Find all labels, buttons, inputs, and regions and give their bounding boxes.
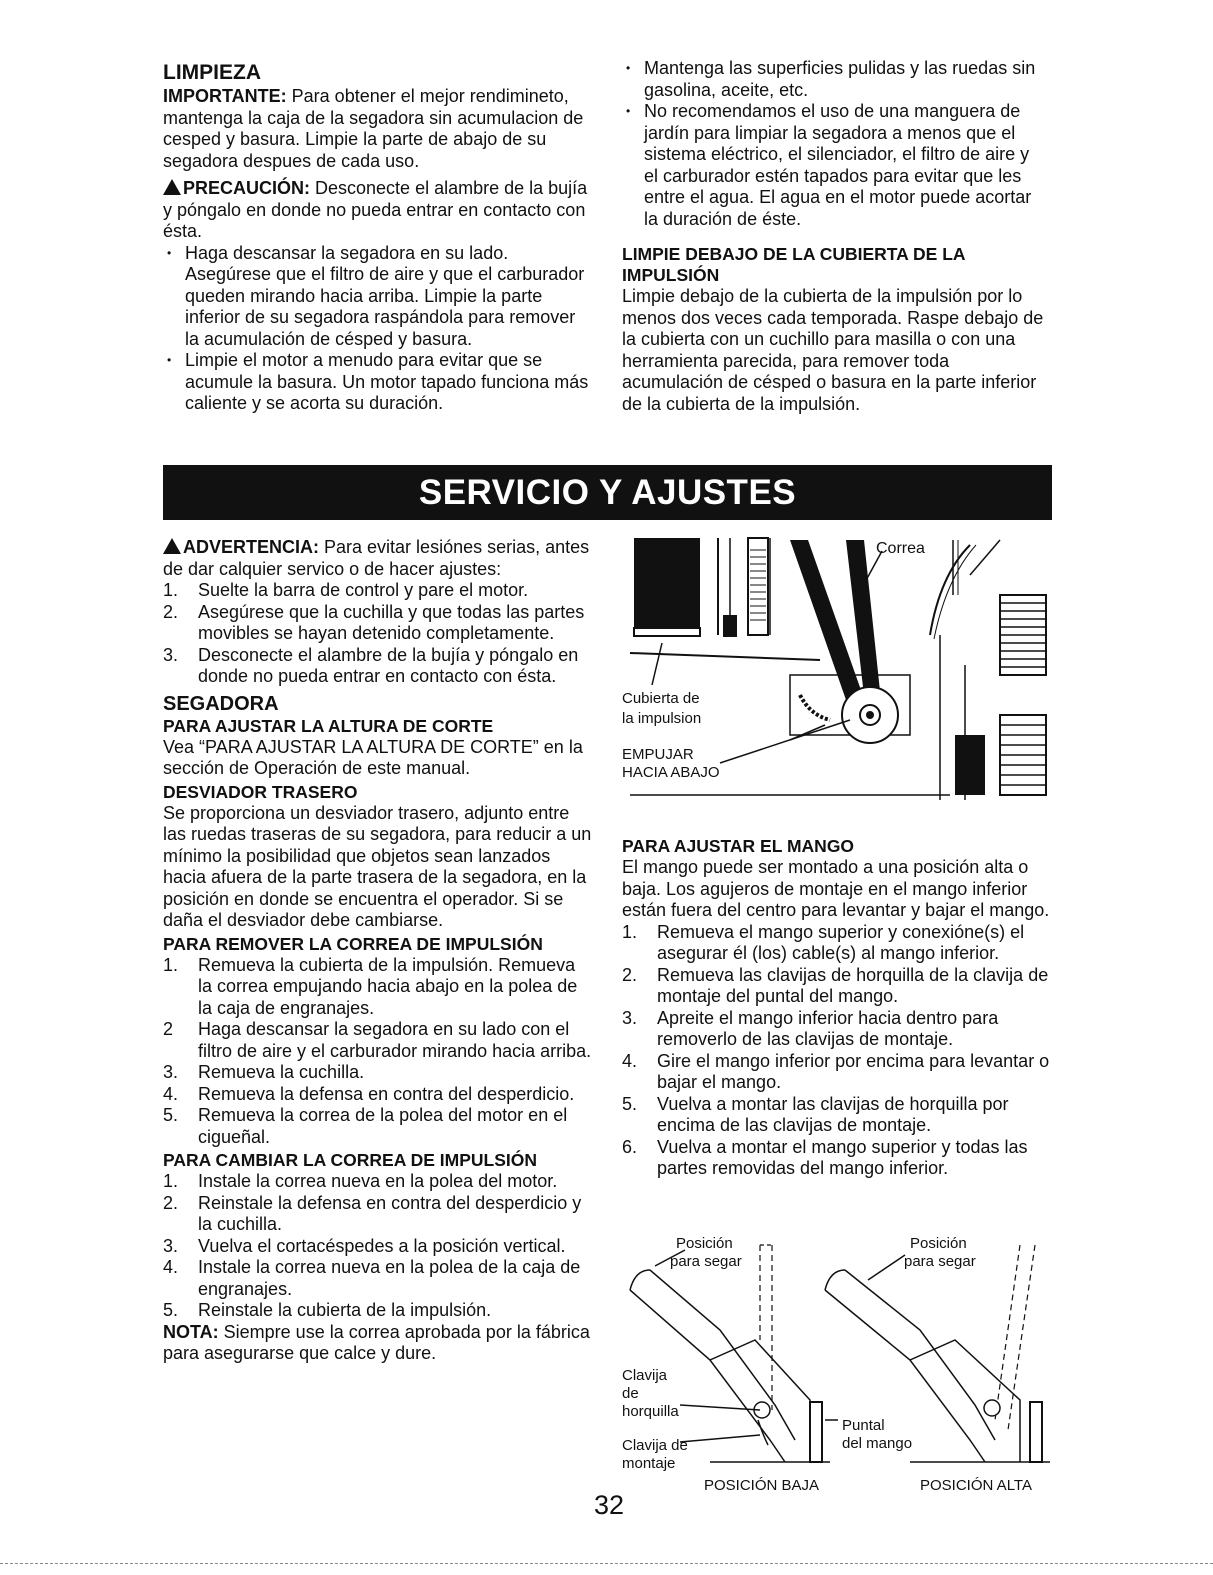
step-text: Vuelva el cortacéspedes a la posición vertical. — [198, 1235, 566, 1256]
cubierta-label-1: Cubierta de — [622, 690, 700, 707]
warning-icon — [163, 538, 181, 554]
list-item — [622, 1094, 1050, 1137]
list-item — [163, 1193, 593, 1236]
section-banner: SERVICIO Y AJUSTES — [163, 465, 1052, 520]
list-item — [622, 922, 1050, 965]
drive-belt-figure — [620, 535, 1050, 805]
altura-title: PARA AJUSTAR LA ALTURA DE CORTE — [163, 715, 494, 736]
right-top-section — [622, 58, 1046, 415]
list-item — [622, 965, 1050, 1008]
step-text: Remueva la cubierta de la impulsión. Remueva la correa empujando hacia abajo en la polea de la caja de engranajes. — [198, 954, 578, 1018]
step-number: 2. — [163, 601, 179, 622]
list-item — [163, 955, 593, 1020]
list-item — [163, 1171, 593, 1193]
handle-positions-figure — [610, 1230, 1055, 1500]
nota-paragraph — [163, 1322, 593, 1365]
step-text: Instale la correa nueva en la polea de la caja de engranajes. — [198, 1257, 581, 1299]
clavija-montaje-label-1: Clavija de — [622, 1437, 688, 1454]
empujar-label-1: EMPUJAR — [622, 746, 694, 763]
advertencia-label: ADVERTENCIA: — [183, 537, 320, 557]
desviador-text: Se proporciona un desviador trasero, adjunto entre las ruedas traseras de su segadora, para reducir a un mínimo la posibilidad que objetos sean lanzados hacia afuera de la parte trasera de la segadora, en la posición en donde se encuentra el operador. Si se daña el desviador debe cambiarse. — [163, 802, 592, 930]
limpie-debajo-title: LIMPIE DEBAJO DE LA CUBIERTA DE LA IMPULSIÓN — [622, 244, 965, 285]
precaucion-text: Desconecte el alambre de la bujía y póngalo en donde no pueda entrar en contacto con ésta. — [163, 178, 588, 241]
list-item — [622, 1008, 1050, 1051]
nota-label: NOTA: — [163, 1321, 219, 1342]
correa-label: Correa — [876, 540, 925, 557]
step-number: 5. — [622, 1093, 638, 1114]
nota-text: Siempre use la correa aprobada por la fábrica para asegurarse que calce y dure. — [163, 1321, 590, 1363]
list-item — [163, 1019, 593, 1062]
remover-steps — [163, 955, 593, 1149]
list-item: • Limpie el motor a menudo para evitar que se acumule la basura. Un motor tapado funciona más caliente y se acorta su duración. — [163, 350, 591, 415]
step-number: 1. — [163, 1171, 179, 1191]
list-item — [163, 602, 593, 645]
importante-text: Para obtener el mejor rendimineto, mantenga la caja de la segadora sin acumulacion de cesped y basura. Limpie la parte de abajo de su segadora despues de cada uso. — [163, 86, 584, 171]
step-text: Vuelva a montar las clavijas de horquilla por encima de las clavijas de montaje. — [657, 1093, 1009, 1135]
posicion-label-left-1: Posición — [676, 1235, 733, 1252]
step-text: Instale la correa nueva en la polea del motor. — [198, 1171, 558, 1191]
step-number: 5. — [163, 1105, 179, 1125]
advertencia-steps — [163, 580, 593, 688]
list-item — [163, 1300, 593, 1322]
puntal-label-1: Puntal — [842, 1417, 885, 1434]
clavija-horquilla-label-2: de — [622, 1385, 639, 1402]
posicion-baja-caption: POSICIÓN BAJA — [704, 1477, 820, 1494]
step-number: 3. — [163, 1062, 179, 1082]
step-number: 1. — [163, 954, 179, 975]
empujar-label-2: HACIA ABAJO — [622, 764, 720, 781]
step-number: 1. — [163, 580, 179, 600]
step-number: 4. — [163, 1257, 179, 1277]
cambiar-correa-title: PARA CAMBIAR LA CORREA DE IMPULSIÓN — [163, 1150, 537, 1170]
list-item: • No recomendamos el uso de una manguera de jardín para limpiar la segadora a menos que el sistema eléctrico, el silenciador, el filtro de aire y el carburador estén tapados para evitar que les entre el agua. El agua en el motor puede acortar la duración de éste. — [622, 101, 1046, 230]
list-item — [163, 1105, 593, 1148]
mango-title: PARA AJUSTAR EL MANGO — [622, 836, 855, 856]
step-text: Reinstale la defensa en contra del desperdicio y la cuchilla. — [198, 1192, 582, 1234]
step-text: Remueva el mango superior y conexióne(s) el asegurar él (los) cable(s) al mango inferior. — [657, 921, 1025, 963]
list-item: • Mantenga las superficies pulidas y las ruedas sin gasolina, aceite, etc. — [622, 58, 1046, 101]
warning-icon — [163, 179, 181, 195]
segadora-title: SEGADORA — [163, 692, 279, 715]
page-bottom-rule — [0, 1563, 1213, 1564]
step-text: Vuelva a montar el mango superior y todas las partes removidas del mango inferior. — [657, 1136, 1028, 1178]
limpie-debajo-text: Limpie debajo de la cubierta de la impulsión por lo menos dos veces cada temporada. Raspe debajo de la cubierta con un cuchillo para masilla o con una herramienta parecida, para remover toda acumulación de césped o basura en la parte inferior de la cubierta de la impulsión. — [622, 286, 1044, 414]
posicion-label-right-2: para segar — [904, 1253, 976, 1270]
mango-section — [622, 836, 1050, 1180]
step-text: Apreite el mango inferior hacia dentro para removerlo de las clavijas de montaje. — [657, 1007, 999, 1049]
altura-text: Vea “PARA AJUSTAR LA ALTURA DE CORTE” en la sección de Operación de este manual. — [163, 736, 583, 778]
step-number: 2 — [163, 1019, 174, 1039]
posicion-label-right-1: Posición — [910, 1235, 967, 1252]
importante-label: IMPORTANTE: — [163, 86, 287, 106]
page-number: 32 — [594, 1490, 625, 1520]
step-number: 4. — [622, 1050, 638, 1071]
step-number: 2. — [622, 964, 638, 985]
list-item — [163, 1084, 593, 1106]
precaucion-paragraph — [163, 178, 591, 243]
mantenga-bullets — [622, 58, 1046, 230]
list-item — [163, 1062, 593, 1084]
step-text: Reinstale la cubierta de la impulsión. — [198, 1300, 492, 1320]
clavija-montaje-label-2: montaje — [622, 1455, 676, 1472]
step-text: Remueva las clavijas de horquilla de la clavija de montaje del puntal del mango. — [657, 964, 1049, 1006]
list-item — [163, 580, 593, 602]
limpieza-bullets — [163, 243, 591, 415]
limpieza-title: LIMPIEZA — [163, 61, 261, 84]
clavija-horquilla-label-3: horquilla — [622, 1403, 679, 1420]
step-text: Haga descansar la segadora en su lado con el filtro de aire y el carburador mirando hacia arriba. — [198, 1019, 592, 1061]
list-item — [622, 1137, 1050, 1180]
clavija-horquilla-label-1: Clavija — [622, 1367, 668, 1384]
posicion-label-left-2: para segar — [670, 1253, 742, 1270]
list-item — [163, 1236, 593, 1258]
cambiar-steps — [163, 1171, 593, 1322]
low-position-drawing — [630, 1245, 830, 1462]
step-number: 3. — [163, 644, 179, 665]
list-item — [622, 1051, 1050, 1094]
advertencia-text: Para evitar lesiónes serias, antes de dar calquier servico o de hacer ajustes: — [163, 537, 590, 579]
step-text: Gire el mango inferior por encima para levantar o bajar el mango. — [657, 1050, 1050, 1092]
step-number: 4. — [163, 1083, 179, 1104]
precaucion-label: PRECAUCIÓN: — [183, 178, 311, 198]
importante-paragraph — [163, 86, 591, 172]
remover-correa-title: PARA REMOVER LA CORREA DE IMPULSIÓN — [163, 933, 543, 954]
step-text: Suelte la barra de control y pare el motor. — [198, 580, 529, 600]
step-number: 3. — [622, 1007, 638, 1028]
list-item — [163, 1257, 593, 1300]
step-text: Remueva la defensa en contra del desperdicio. — [198, 1083, 575, 1104]
list-item: • Haga descansar la segadora en su lado. Asegúrese que el filtro de aire y que el carburador queden mirando hacia arriba. Limpie la parte inferior de su segadora raspándola para remover la acumulación de césped y basura. — [163, 243, 591, 351]
posicion-alta-caption: POSICIÓN ALTA — [920, 1477, 1032, 1494]
step-text: Remueva la correa de la polea del motor en el cigueñal. — [198, 1105, 568, 1147]
step-text: Asegúrese que la cuchilla y que todas las partes movibles se hayan detenido completamente. — [198, 601, 585, 643]
step-text: Desconecte el alambre de la bujía y póngalo en donde no pueda entrar en contacto con ésta. — [198, 644, 579, 686]
engine-block — [634, 538, 700, 628]
servicio-left-column — [163, 537, 593, 1365]
mango-steps — [622, 922, 1050, 1180]
advertencia-paragraph — [163, 537, 593, 580]
limpieza-section — [163, 60, 591, 415]
desviador-title: DESVIADOR TRASERO — [163, 781, 358, 802]
step-number: 1. — [622, 921, 638, 942]
step-number: 3. — [163, 1235, 179, 1256]
mango-text: El mango puede ser montado a una posición alta o baja. Los agujeros de montaje en el mango inferior están fuera del centro para levantar y bajar el mango. — [622, 857, 1050, 920]
step-number: 2. — [163, 1192, 179, 1213]
step-number: 6. — [622, 1136, 638, 1157]
cubierta-label-2: la impulsion — [622, 710, 702, 727]
puntal-label-2: del mango — [842, 1435, 913, 1452]
list-item — [163, 645, 593, 688]
step-text: Remueva la cuchilla. — [198, 1062, 365, 1082]
step-number: 5. — [163, 1300, 179, 1320]
